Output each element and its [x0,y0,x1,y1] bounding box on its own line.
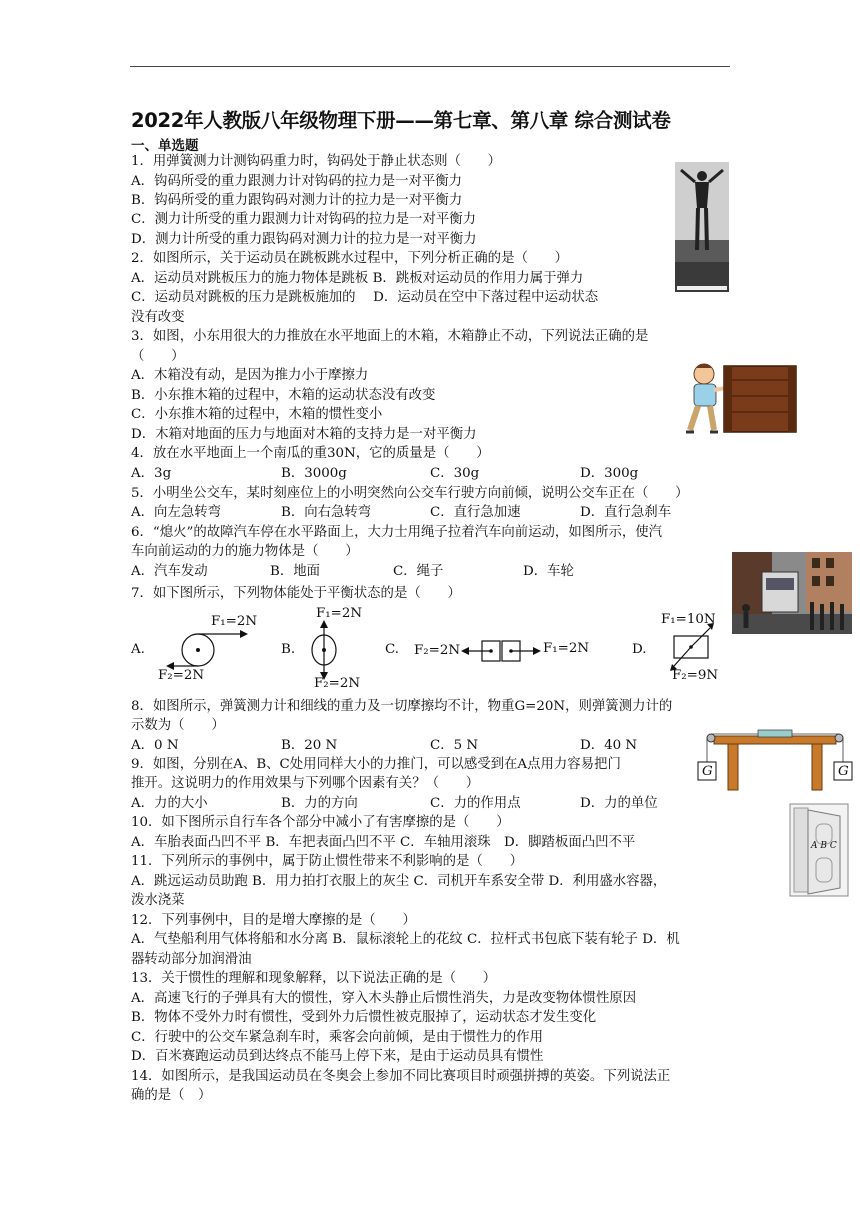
truck-pulling-photo [732,552,852,634]
q7-option-c-label: C. [385,642,400,657]
q7-diagram-b [300,620,350,680]
q9-option-c: C．力的作用点 [430,796,521,811]
q6-option-d: D．车轮 [523,564,574,579]
q9-option-b: B．力的方向 [281,796,358,811]
q2-options-line1: A．运动员对跳板压力的施力物体是跳板 B．跳板对运动员的作用力属于弹力 [131,271,584,286]
q5-option-a: A．向左急转弯 [131,505,222,520]
q1-option-a: A．钩码所受的重力跟测力计对钩码的拉力是一对平衡力 [131,174,463,189]
q1-option-b: B．钩码所受的重力跟钩码对测力计的拉力是一对平衡力 [131,193,463,208]
q9-stem-cont: 推开。这说明力的作用效果与下列哪个因素有关？（ ） [131,776,480,791]
q8-stem-cont: 示数为（ ） [131,718,225,733]
q7-c-f1: F₁=2N [543,641,590,656]
q8-option-a: A．0 N [131,738,179,753]
weight-g-left: G [702,764,713,779]
q8-stem: 8．如图所示，弹簧测力计和细线的重力及一切摩擦均不计，物重G=20N，则弹簧测力计的 [131,699,673,714]
section-heading: 一、单选题 [131,138,199,154]
q2-options-line3: 没有改变 [131,310,185,325]
page-title: 2022年人教版八年级物理下册——第七章、第八章 综合测试卷 [131,109,671,132]
q14-stem: 14．如图所示，是我国运动员在冬奥会上参加不同比赛项目时顽强拼搏的英姿。下列说法正 [131,1069,671,1084]
q5-option-b: B．向右急转弯 [281,505,372,520]
q4-option-b: B．3000g [281,466,347,481]
q1-option-d: D．测力计所受的重力跟钩码对测力计的拉力是一对平衡力 [131,232,477,247]
q5-stem: 5．小明坐公交车，某时刻座位上的小明突然向公交车行驶方向前倾，说明公交车正在（ ） [131,486,689,501]
q12-options-line2: 器转动部分加润滑油 [131,952,252,967]
q13-option-c: C．行驶中的公交车紧急刹车时，乘客会向前倾，是由于惯性力的作用 [131,1030,543,1045]
q5-option-c: C．直行急加速 [430,505,521,520]
q7-b-f1: F₁=2N [316,606,363,621]
q3-stem-cont: （ ） [131,349,185,364]
q5-option-d: D．直行急刹车 [580,505,672,520]
q9-option-d: D．力的单位 [580,796,658,811]
q13-option-b: B．物体不受外力时有惯性，受到外力后惯性被克服掉了，运动状态才发生变化 [131,1010,597,1025]
q11-stem: 11．下列所示的事例中，属于防止惯性带来不利影响的是（ ） [131,854,523,869]
q12-stem: 12．下列事例中，目的是增大摩擦的是（ ） [131,913,416,928]
q13-stem: 13．关于惯性的理解和现象解释，以下说法正确的是（ ） [131,971,497,986]
q6-option-b: B．地面 [270,564,321,579]
header-rule [130,66,730,67]
q7-option-d-label: D. [632,642,647,657]
q7-c-f2: F₂=2N [414,643,461,658]
q11-options-line1: A．跳远运动员助跑 B．用力拍打衣服上的灰尘 C．司机开车系安全带 D．利用盛水容器， [131,874,667,889]
boy-pushing-crate-illustration [680,360,800,440]
q4-option-a: A．3g [131,466,172,481]
q8-option-d: D．40 N [580,738,638,753]
q9-option-a: A．力的大小 [131,796,208,811]
q1-stem: 1．用弹簧测力计测钩码重力时，钩码处于静止状态则（ ） [131,154,502,169]
q12-options-line1: A．气垫船利用气体将船和水分离 B．鼠标滚轮上的花纹 C．拉杆式书包底下装有轮子 D．机 [131,932,680,947]
q4-option-d: D．300g [580,466,639,481]
q4-option-c: C．30g [430,466,480,481]
q3-stem: 3．如图，小东用很大的力推放在水平地面上的木箱，木箱静止不动，下列说法正确的是 [131,329,649,344]
q11-options-line2: 泼水浇菜 [131,893,185,908]
diver-photo [675,162,729,292]
q6-stem-cont: 车向前运动的力的施力物体是（ ） [131,544,359,559]
q10-stem: 10．如下图所示自行车各个部分中减小了有害摩擦的是（ ） [131,815,510,830]
q10-options: A．车胎表面凸凹不平 B．车把表面凸凹不平 C．车轴用滚珠 D．脚踏板面凸凹不平 [131,835,636,850]
q8-option-b: B．20 N [281,738,338,753]
q6-stem: 6．“熄火”的故障汽车停在水平路面上，大力士用绳子拉着汽车向前运动，如图所示，使汽 [131,525,663,540]
q7-stem: 7．如下图所示，下列物体能处于平衡状态的是（ ） [131,586,461,601]
q7-a-f1: F₁=2N [211,614,258,629]
q4-stem: 4．放在水平地面上一个南瓜的重30N，它的质量是（ ） [131,446,490,461]
q3-option-d: D．木箱对地面的压力与地面对木箱的支持力是一对平衡力 [131,427,477,442]
q6-option-a: A．汽车发动 [131,564,208,579]
q13-option-a: A．高速飞行的子弹具有大的惯性，穿入木头静止后惯性消失，力是改变物体惯性原因 [131,991,637,1006]
q7-a-f2: F₂=2N [158,668,205,683]
q13-option-d: D．百米赛跑运动员到达终点不能马上停下来，是由于运动员具有惯性 [131,1049,544,1064]
q3-option-a: A．木箱没有动，是因为推力小于摩擦力 [131,368,369,383]
q7-b-f2: F₂=2N [314,676,361,691]
q7-option-a-label: A. [131,642,145,657]
q9-stem: 9．如图，分别在A、B、C处用同样大小的力推门，可以感受到在A点用力容易把门 [131,757,621,772]
q14-stem-cont: 确的是（ ） [131,1088,212,1103]
q7-d-f2: F₂=9N [672,668,719,683]
spring-scale-table-diagram [694,724,860,796]
q3-option-b: B．小东推木箱的过程中，木箱的运动状态没有改变 [131,388,436,403]
q7-diagram-c [460,638,544,664]
q7-d-f1: F₁=10N [661,612,716,627]
q3-option-c: C．小东推木箱的过程中，木箱的惯性变小 [131,407,383,422]
q7-option-b-label: B. [281,642,296,657]
q1-option-c: C．测力计所受的重力跟测力计对钩码的拉力是一对平衡力 [131,212,477,227]
q2-options-line2: C．运动员对跳板的压力是跳板施加的 D．运动员在空中下落过程中运动状态 [131,290,599,305]
door-abc-labels: A B C [811,841,837,851]
q2-stem: 2．如图所示，关于运动员在跳板跳水过程中，下列分析正确的是（ ） [131,251,569,266]
weight-g-right: G [838,764,849,779]
q6-option-c: C．绳子 [393,564,444,579]
q8-option-c: C．5 N [430,738,479,753]
